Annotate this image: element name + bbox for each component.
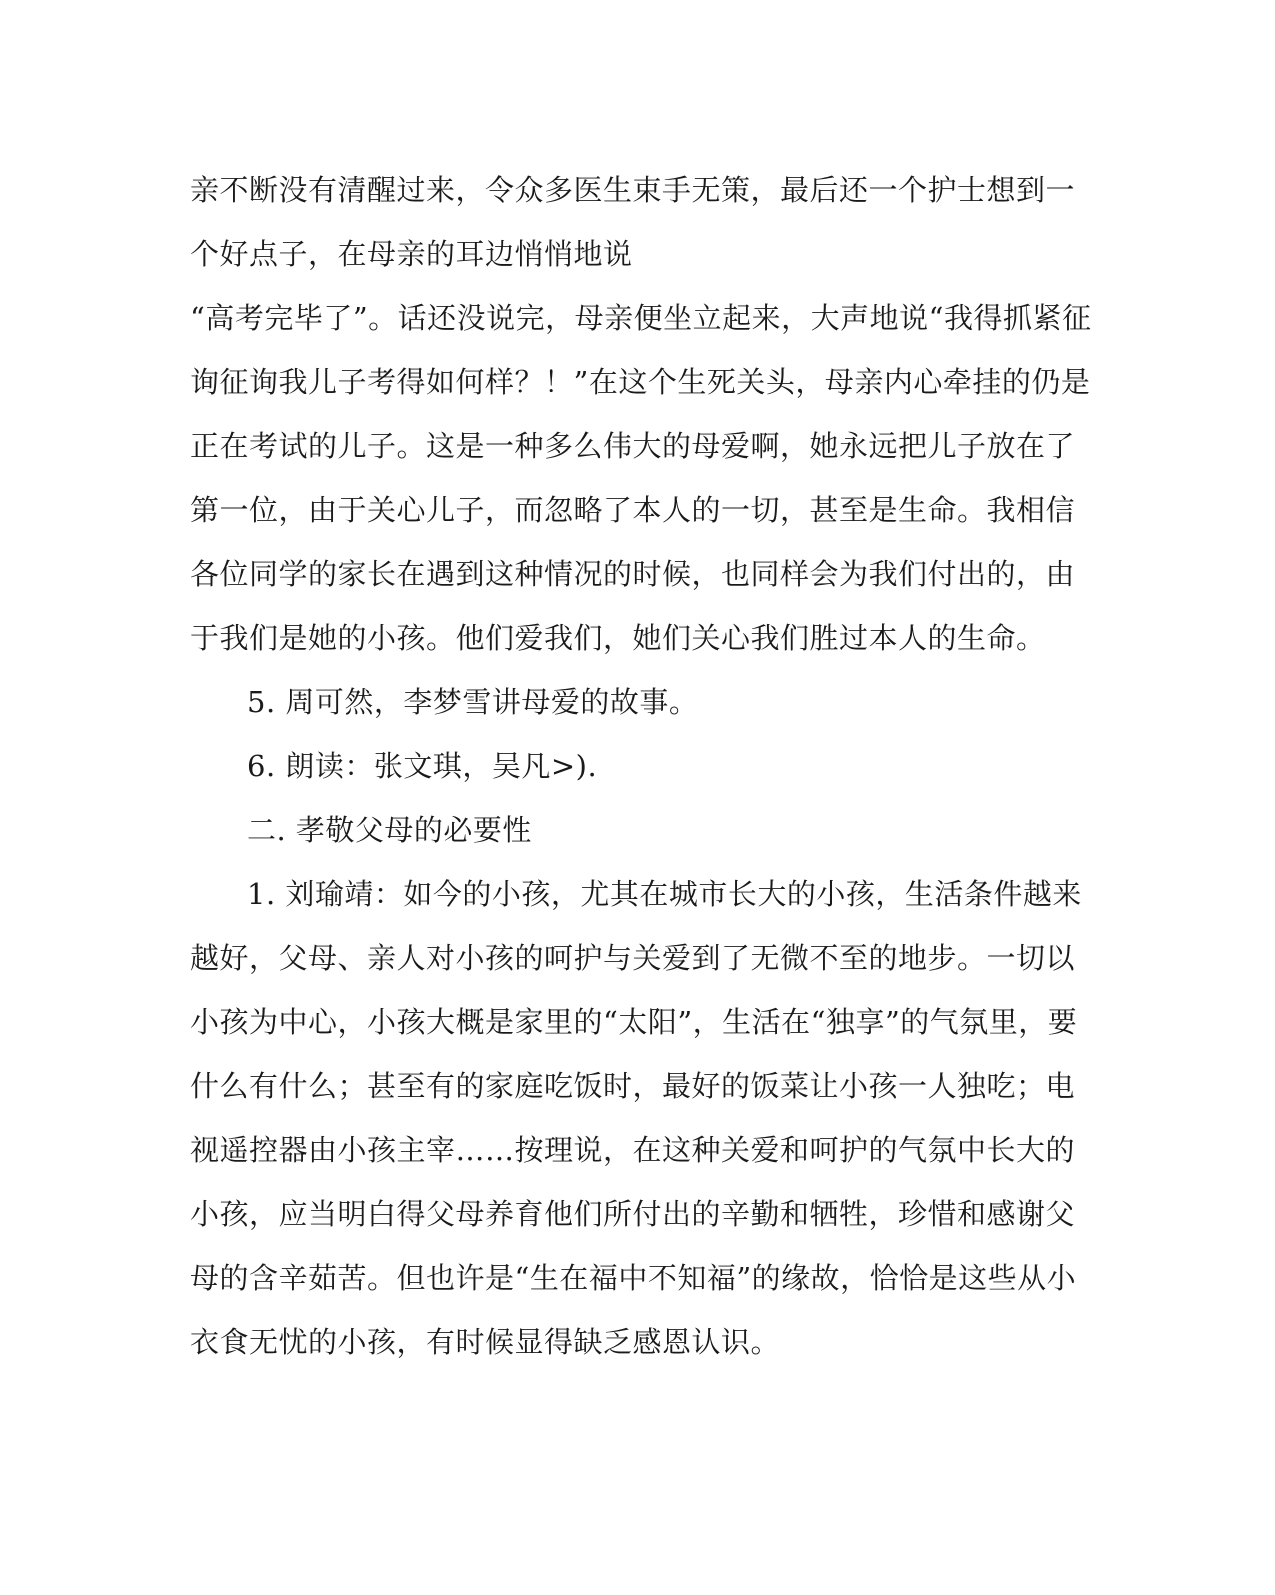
text-line: 小孩，应当明白得父母养育他们所付出的辛勤和牺牲，珍惜和感谢父: [190, 1197, 1076, 1231]
text-line: 于我们是她的小孩。他们爱我们，她们关心我们胜过本人的生命。: [190, 621, 1046, 655]
text-line: 小孩为中心，小孩大概是家里的“太阳”，生活在“独享”的气氛里，要: [190, 1005, 1078, 1039]
list-item: 1. 刘瑜靖：如今的小孩，尤其在城市长大的小孩，生活条件越来: [247, 877, 1082, 911]
text-line: 正在考试的儿子。这是一种多么伟大的母爱啊，她永远把儿子放在了: [190, 429, 1076, 463]
list-item: 6. 朗读：张文琪，吴凡>).: [247, 749, 598, 783]
text-line: 衣食无忧的小孩，有时候显得缺乏感恩认识。: [190, 1325, 781, 1359]
section-heading: 二. 孝敬父母的必要性: [247, 813, 532, 847]
text-line: 各位同学的家长在遇到这种情况的时候，也同样会为我们付出的，由: [190, 557, 1076, 591]
list-item: 5. 周可然，李梦雪讲母爱的故事。: [247, 685, 699, 719]
text-line: 母的含辛茹苦。但也许是“生在福中不知福”的缘故，恰恰是这些从小: [190, 1261, 1077, 1295]
text-line: 视遥控器由小孩主宰……按理说，在这种关爱和呵护的气氛中长大的: [190, 1133, 1076, 1167]
text-line: 亲不断没有清醒过来，令众多医生束手无策，最后还一个护士想到一: [190, 173, 1076, 207]
text-line: 个好点子，在母亲的耳边悄悄地说: [190, 237, 633, 271]
text-line: 什么有什么；甚至有的家庭吃饭时，最好的饭菜让小孩一人独吃；电: [190, 1069, 1076, 1103]
text-line: “高考完毕了”。话还没说完，母亲便坐立起来，大声地说“我得抓紧征: [190, 301, 1092, 335]
text-line: 越好，父母、亲人对小孩的呵护与关爱到了无微不至的地步。一切以: [190, 941, 1076, 975]
text-line: 询征询我儿子考得如何样？！”在这个生死关头，母亲内心牵挂的仍是: [190, 365, 1091, 399]
text-line: 第一位，由于关心儿子，而忽略了本人的一切，甚至是生命。我相信: [190, 493, 1076, 527]
